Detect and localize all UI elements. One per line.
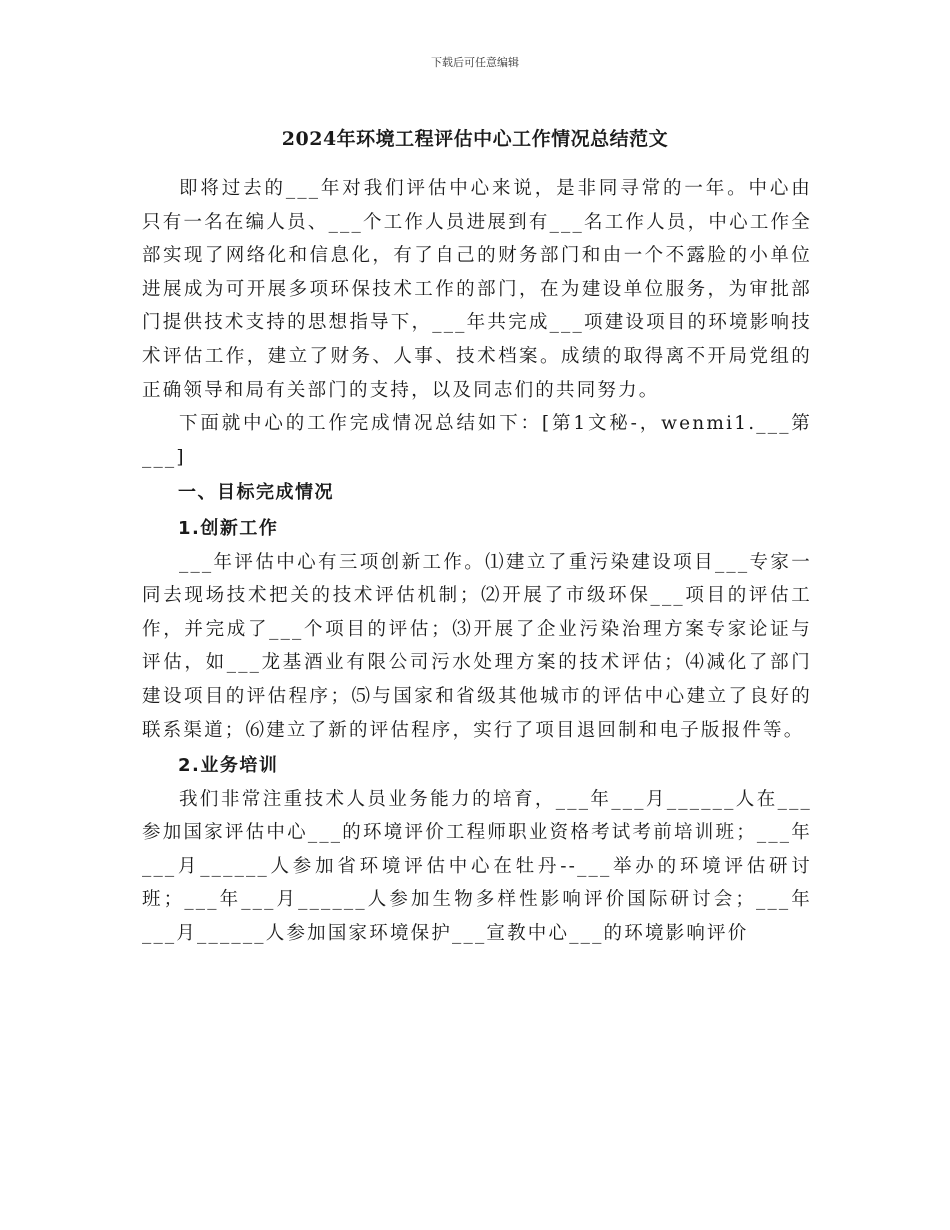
paragraph-summary-lead: 下面就中心的工作完成情况总结如下：[第1文秘-，wenmi1.___第___] [142,413,812,468]
subheading-innovation: 1.创新工作 [178,517,279,539]
section-heading-goals: 一、目标完成情况 [178,482,334,504]
document-title: 2024年环境工程评估中心工作情况总结范文 [281,128,669,150]
document-body [142,172,812,951]
paragraph-intro: 即将过去的___年对我们评估中心来说，是非同寻常的一年。中心由只有一名在编人员、___个工作人员进展到有___名工作人员，中心工作全部实现了网络化和信息化，有了自己的财务部门和由一个不露脸的小单位进展成为可开展多项环保技术工作的部门，在为建设单位服务，为审批部门提供技术支持的思想指导下，___年共完成___项建设项目的环境影响技术评估工作，建立了财务、人事、技术档案。成绩的取得离不开局党组的正确领导和局有关部门的支持，以及同志们的共同努力。 [142,178,812,401]
paragraph-training: 我们非常注重技术人员业务能力的培育，___年___月______人在___参加国家评估中心___的环境评价工程师职业资格考试考前培训班；___年___月______人参加省环境评估中心在牡丹--___举办的环境评估研讨班；___年___月______人参加生物多样性影响评价国际研讨会；___年___月______人参加国家环境保护___宣教中心___的环境影响评价 [142,788,812,945]
paragraph-innovation: ___年评估中心有三项创新工作。⑴建立了重污染建设项目___专家一同去现场技术把关的技术评估机制；⑵开展了市级环保___项目的评估工作，并完成了___个项目的评估；⑶开展了企业污染治理方案专家论证与评估，如___龙基酒业有限公司污水处理方案的技术评估；⑷减化了部门建设项目的评估程序；⑸与国家和省级其他城市的评估中心建立了良好的联系渠道；⑹建立了新的评估程序，实行了项目退回制和电子版报件等。 [142,551,812,741]
subheading-training: 2.业务培训 [178,755,279,777]
header-note: 下载后可任意编辑 [431,56,519,69]
